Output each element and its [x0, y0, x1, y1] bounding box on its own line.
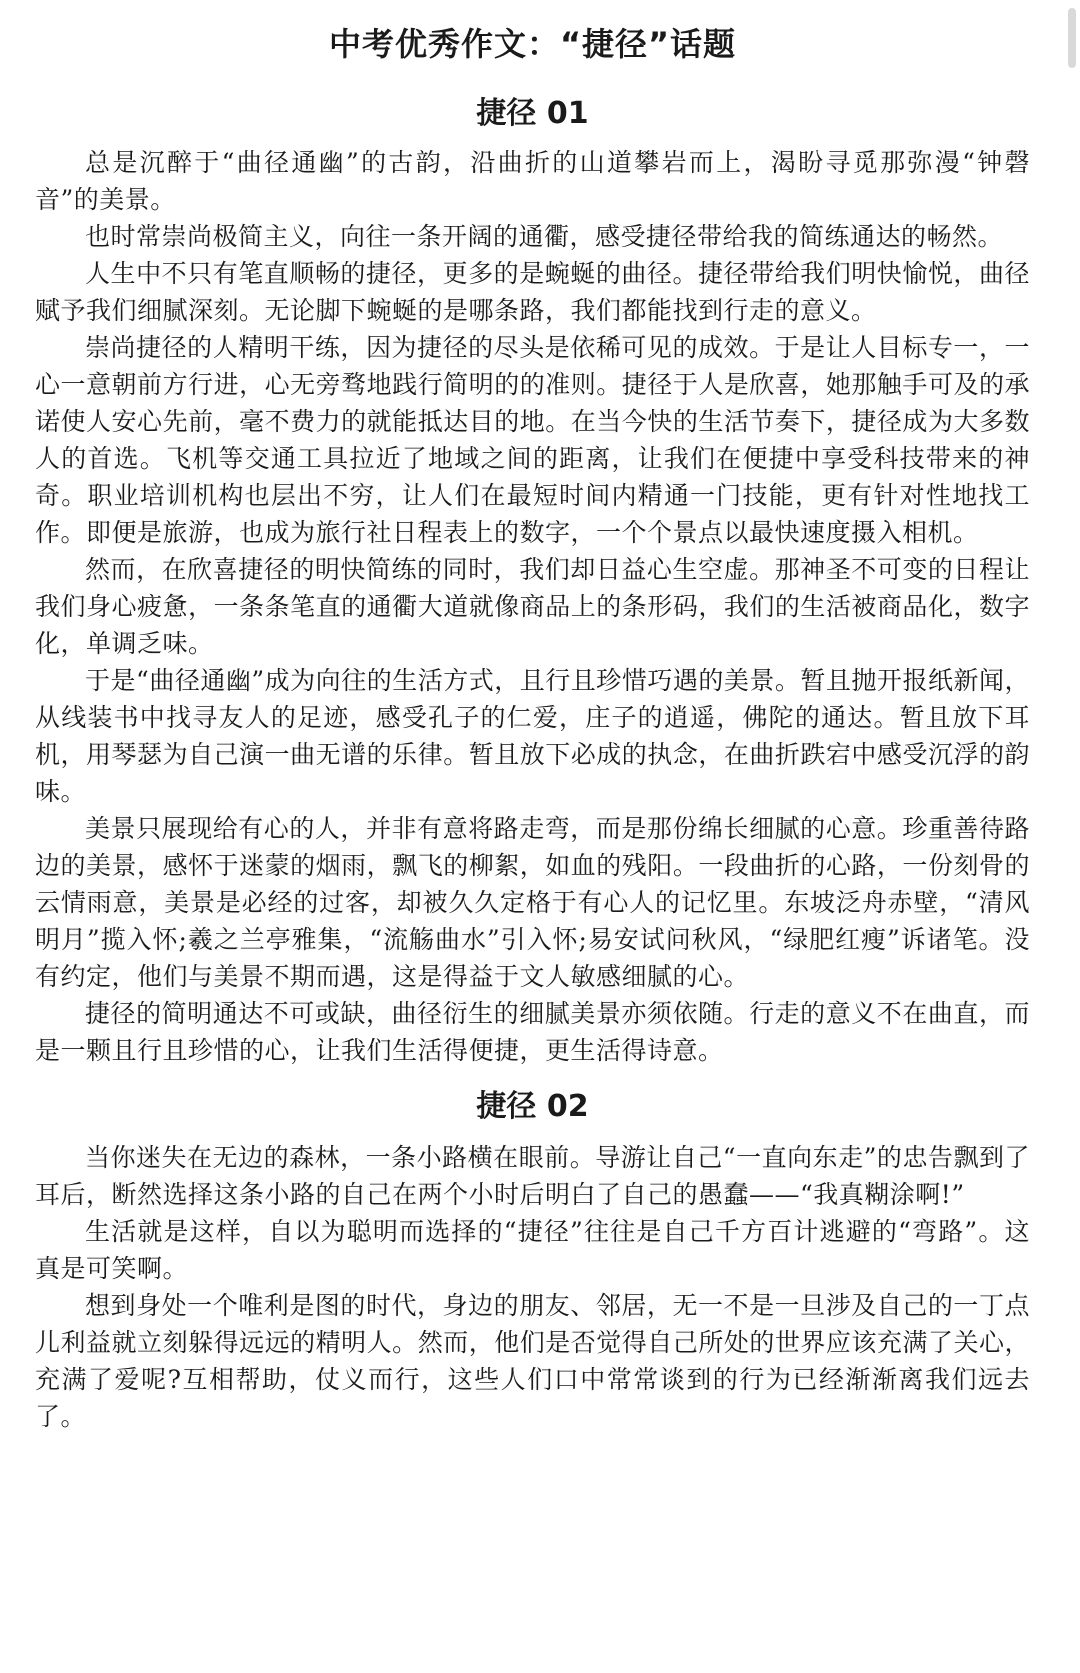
paragraph: 于是“曲径通幽”成为向往的生活方式，且行且珍惜巧遇的美景。暂且抛开报纸新闻，从线装书中找寻友人的足迹，感受孔子的仁爱，庄子的逍遥，佛陀的通达。暂且放下耳机，用琴瑟为自己演一曲无谱的乐律。暂且放下必成的执念，在曲折跌宕中感受沉浮的韵味。 [35, 666, 1030, 806]
essay-section-2 [35, 1081, 1030, 1435]
paragraph: 崇尚捷径的人精明干练，因为捷径的尽头是依稀可见的成效。于是让人目标专一，一心一意朝前方行进，心无旁骛地践行简明的的准则。捷径于人是欣喜，她那触手可及的承诺使人安心先前，毫不费力的就能抵达目的地。在当今快的生活节奏下，捷径成为大多数人的首选。飞机等交通工具拉近了地域之间的距离，让我们在便捷中享受科技带来的神奇。职业培训机构也层出不穷，让人们在最短时间内精通一门技能，更有针对性地找工作。即便是旅游，也成为旅行社日程表上的数字，一个个景点以最快速度摄入相机。 [35, 333, 1030, 547]
scrollbar-thumb[interactable] [1068, 8, 1076, 68]
section-heading-2: 捷径 02 [476, 1089, 589, 1124]
paragraph: 也时常崇尚极简主义，向往一条开阔的通衢，感受捷径带给我的简练通达的畅然。 [85, 222, 1004, 251]
essay-section-1 [35, 88, 1030, 1069]
paragraph: 美景只展现给有心的人，并非有意将路走弯，而是那份绵长细腻的心意。珍重善待路边的美景，感怀于迷蒙的烟雨，飘飞的柳絮，如血的残阳。一段曲折的心路，一份刻骨的云情雨意，美景是必经的过客，却被久久定格于有心人的记忆里。东坡泛舟赤壁，“清风明月”揽入怀;羲之兰亭雅集，“流觞曲水”引入怀;易安试问秋风，“绿肥红瘦”诉诸笔。没有约定，他们与美景不期而遇，这是得益于文人敏感细腻的心。 [35, 814, 1030, 991]
section-heading-1: 捷径 01 [476, 96, 589, 131]
paragraph: 想到身处一个唯利是图的时代，身边的朋友、邻居，无一不是一旦涉及自己的一丁点儿利益就立刻躲得远远的精明人。然而，他们是否觉得自己所处的世界应该充满了关心，充满了爱呢?互相帮助，仗义而行，这些人们口中常常谈到的行为已经渐渐离我们远去了。 [35, 1291, 1030, 1431]
paragraph: 捷径的简明通达不可或缺，曲径衍生的细腻美景亦须依随。行走的意义不在曲直，而是一颗且行且珍惜的心，让我们生活得便捷，更生活得诗意。 [35, 999, 1030, 1065]
paragraph: 当你迷失在无边的森林，一条小路横在眼前。导游让自己“一直向东走”的忠告飘到了耳后，断然选择这条小路的自己在两个小时后明白了自己的愚蠢——“我真糊涂啊!” [35, 1143, 1030, 1209]
paragraph: 生活就是这样，自以为聪明而选择的“捷径”往往是自己千方百计逃避的“弯路”。这真是可笑啊。 [35, 1217, 1030, 1283]
paragraph: 然而，在欣喜捷径的明快简练的同时，我们却日益心生空虚。那神圣不可变的日程让我们身心疲惫，一条条笔直的通衢大道就像商品上的条形码，我们的生活被商品化，数字化，单调乏味。 [35, 555, 1030, 658]
paragraph: 总是沉醉于“曲径通幽”的古韵，沿曲折的山道攀岩而上，渴盼寻觅那弥漫“钟磬音”的美景。 [35, 148, 1030, 214]
paragraph: 人生中不只有笔直顺畅的捷径，更多的是蜿蜒的曲径。捷径带给我们明快愉悦，曲径赋予我们细腻深刻。无论脚下蜿蜒的是哪条路，我们都能找到行走的意义。 [35, 259, 1030, 325]
document-title: 中考优秀作文：“捷径”话题 [328, 25, 737, 63]
